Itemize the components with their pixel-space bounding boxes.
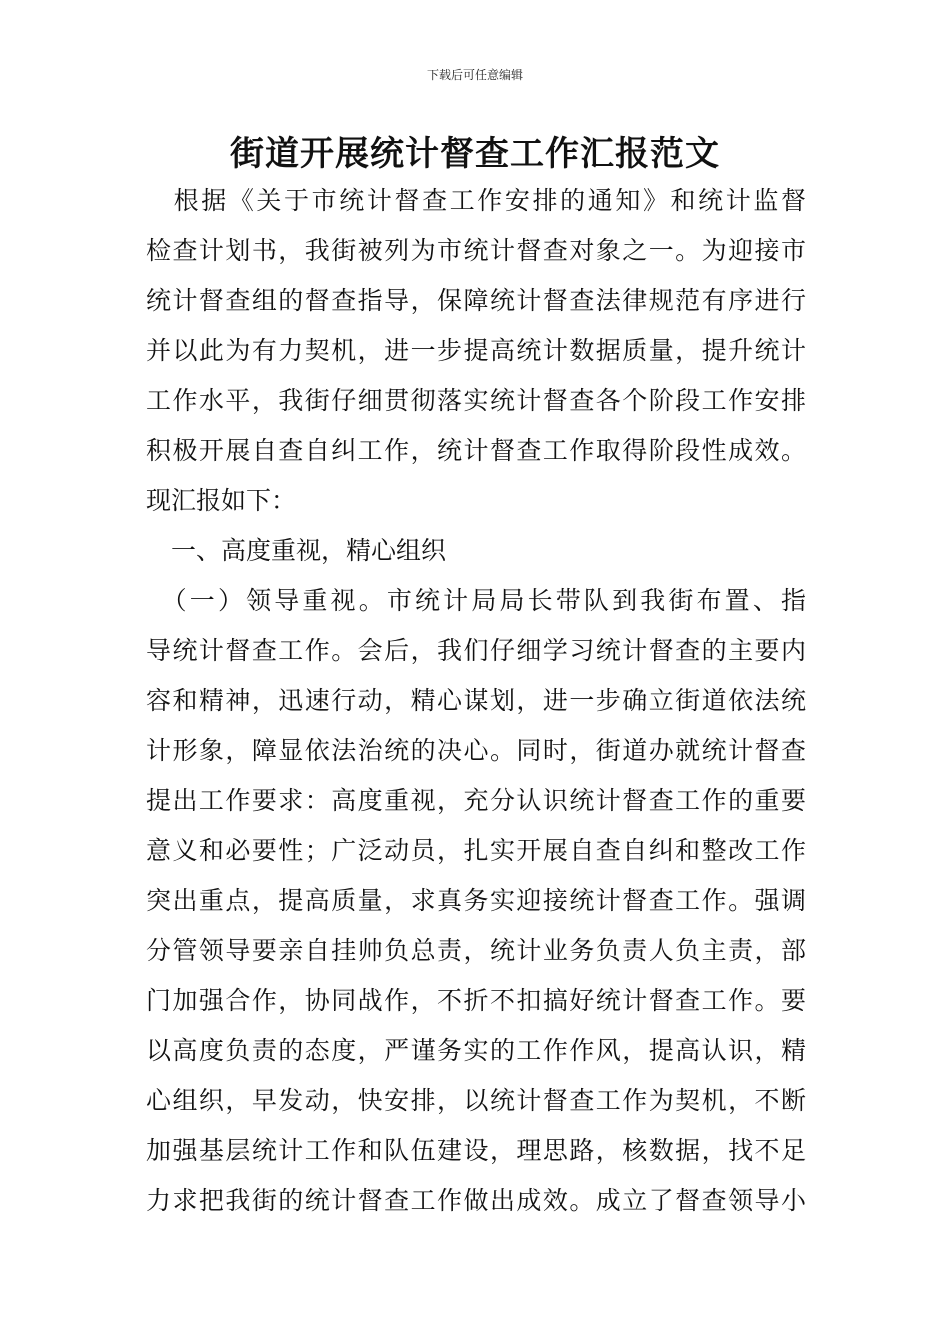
body-line: 一、高度重视，精心组织	[146, 536, 447, 565]
body-line: 并以此为有力契机，进一步提高统计数据质量，提升统计	[146, 336, 806, 365]
body-line: 根据《关于市统计督查工作安排的通知》和统计监督	[146, 186, 806, 215]
body-line: 力求把我街的统计督查工作做出成效。成立了督查领导小	[146, 1186, 806, 1215]
body-line: 门加强合作，协同战作，不折不扣搞好统计督查工作。要	[146, 986, 806, 1015]
document-title: 街道开展统计督查工作汇报范文	[230, 134, 720, 174]
body-line: 统计督查组的督查指导，保障统计督查法律规范有序进行	[146, 286, 806, 315]
body-line: 检查计划书，我街被列为市统计督查对象之一。为迎接市	[146, 236, 806, 265]
body-line: 心组织，早发动，快安排，以统计督查工作为契机，不断	[146, 1086, 806, 1115]
body-line: 提出工作要求：高度重视，充分认识统计督查工作的重要	[146, 786, 806, 815]
body-line: 以高度负责的态度，严谨务实的工作作风，提高认识，精	[146, 1036, 806, 1065]
body-line: 加强基层统计工作和队伍建设，理思路，核数据，找不足	[146, 1136, 806, 1165]
body-line: 突出重点，提高质量，求真务实迎接统计督查工作。强调	[146, 886, 806, 915]
body-line: 导统计督查工作。会后，我们仔细学习统计督查的主要内	[146, 636, 806, 665]
body-line: 积极开展自查自纠工作，统计督查工作取得阶段性成效。	[146, 436, 806, 465]
body-line: 容和精神，迅速行动，精心谋划，进一步确立街道依法统	[146, 686, 806, 715]
body-line: 工作水平，我街仔细贯彻落实统计督查各个阶段工作安排	[146, 386, 806, 415]
body-line: 计形象，障显依法治统的决心。同时，街道办就统计督查	[146, 736, 806, 765]
body-line: 意义和必要性；广泛动员，扎实开展自查自纠和整改工作	[146, 836, 806, 865]
body-line: 现汇报如下：	[146, 486, 297, 515]
header-note: 下载后可任意编辑	[426, 68, 523, 82]
body-line: （一）领导重视。市统计局局长带队到我街布置、指	[146, 586, 806, 615]
body-line: 分管领导要亲自挂帅负总责，统计业务负责人负主责，部	[146, 936, 806, 965]
